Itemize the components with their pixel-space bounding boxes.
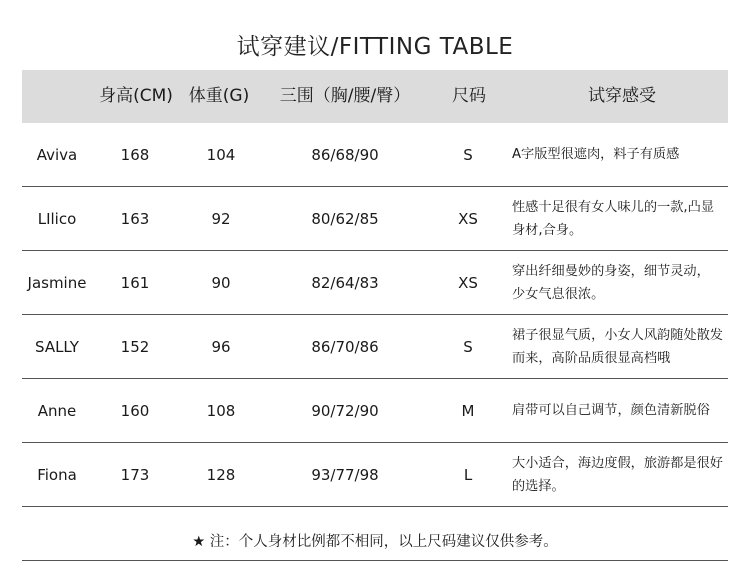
cell-feedback: 肩带可以自己调节，颜色清新脱俗 <box>512 403 710 418</box>
cell-height: 160 <box>120 401 150 420</box>
cell-size: XS <box>458 209 478 228</box>
page-title: 试穿建议/FITTING TABLE <box>236 34 514 60</box>
header-weight: 体重(G) <box>188 86 250 106</box>
cell-name: Aviva <box>36 145 78 164</box>
cell-measurements: 86/68/90 <box>311 145 379 164</box>
cell-name: LIlico <box>37 209 77 228</box>
cell-name: Fiona <box>37 465 77 484</box>
table-row <box>22 187 728 251</box>
header-height: 身高(CM) <box>99 86 173 106</box>
header-measurements: 三围（胸/腰/臀） <box>279 86 411 106</box>
cell-size: XS <box>458 273 478 292</box>
table-row <box>22 443 728 507</box>
table-row <box>22 251 728 315</box>
header-size: 尺码 <box>452 86 486 106</box>
cell-weight: 92 <box>211 209 231 228</box>
cell-height: 163 <box>120 209 150 228</box>
cell-height: 152 <box>120 337 150 356</box>
cell-measurements: 90/72/90 <box>311 401 379 420</box>
cell-weight: 90 <box>211 273 231 292</box>
cell-weight: 108 <box>206 401 236 420</box>
cell-size: S <box>463 145 473 164</box>
cell-size: S <box>463 337 473 356</box>
table-row <box>22 315 728 379</box>
fitting-table <box>22 70 728 507</box>
cell-feedback: A字版型很遮肉，料子有质感 <box>512 147 680 162</box>
cell-name: Jasmine <box>27 273 87 292</box>
cell-weight: 96 <box>211 337 231 356</box>
cell-measurements: 82/64/83 <box>311 273 379 292</box>
cell-weight: 128 <box>206 465 236 484</box>
cell-height: 161 <box>120 273 150 292</box>
cell-name: Anne <box>37 401 77 420</box>
cell-feedback: 穿出纤细曼妙的身姿，细节灵动，少女气息很浓。 <box>512 263 710 302</box>
table-row <box>22 123 728 187</box>
cell-feedback: 裙子很显气质，小女人风韵随处散发而来，高阶品质很显高档哦 <box>512 327 723 366</box>
cell-size: M <box>461 401 475 420</box>
cell-weight: 104 <box>206 145 236 164</box>
footer-note: ★ 注：个人身材比例都不相同，以上尺码建议仅供参考。 <box>22 520 728 561</box>
cell-size: L <box>463 465 473 484</box>
cell-name: SALLY <box>35 337 79 356</box>
cell-height: 168 <box>120 145 150 164</box>
table-header <box>22 70 728 123</box>
header-feedback: 试穿感受 <box>588 86 656 106</box>
cell-measurements: 86/70/86 <box>311 337 379 356</box>
cell-measurements: 80/62/85 <box>311 209 379 228</box>
cell-measurements: 93/77/98 <box>311 465 379 484</box>
table-row <box>22 379 728 443</box>
cell-feedback: 性感十足很有女人味儿的一款,凸显身材,合身。 <box>512 199 715 238</box>
cell-feedback: 大小适合，海边度假，旅游都是很好的选择。 <box>512 455 723 494</box>
cell-height: 173 <box>120 465 150 484</box>
